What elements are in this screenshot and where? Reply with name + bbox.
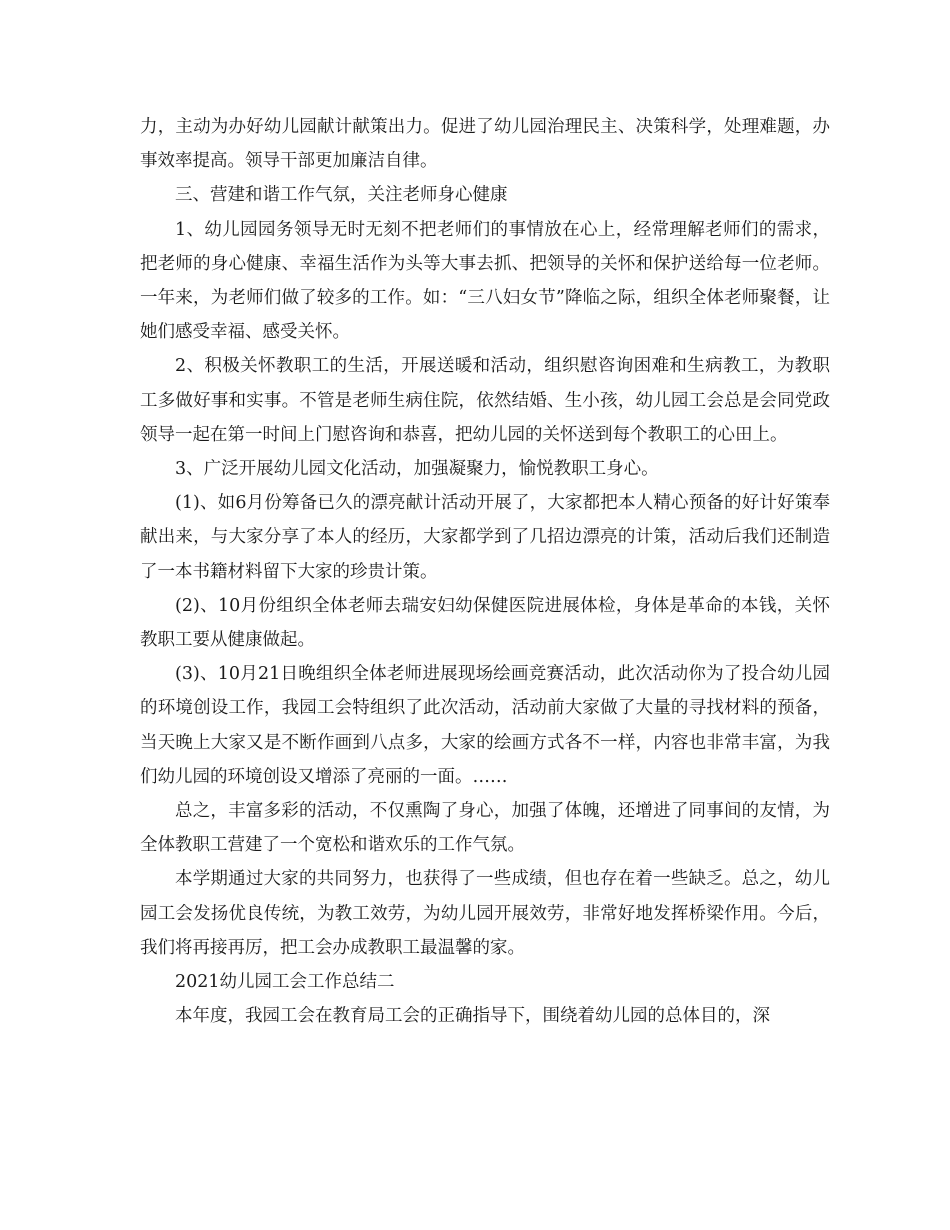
paragraph-continuation: 力，主动为办好幼儿园献计献策出力。促进了幼儿园治理民主、决策科学，处理难题，办事效率提高。领导干部更加廉洁自律。	[140, 117, 830, 172]
paragraph-item-2: 2、积极关怀教职工的生活，开展送暖和活动，组织慰咨询困难和生病教工，为教职工多做好事和实事。不管是老师生病住院，依然结婚、生小孩，幼儿园工会总是会同党政领导一起在第一时间上门慰咨询和恭喜，把幼儿园的关怀送到每个教职工的心田上。	[140, 356, 830, 445]
paragraph-subitem-2: (2)、10月份组织全体老师去瑞安妇幼保健医院进展体检，身体是革命的本钱，关怀教职工要从健康做起。	[140, 595, 830, 651]
paragraph-conclusion: 本学期通过大家的共同努力，也获得了一些成绩，但也存在着一些缺乏。总之，幼儿园工会发扬优良传统，为教工效劳，为幼儿园开展效劳，非常好地发挥桥梁作用。今后，我们将再接再厉，把工会办成教职工最温馨的家。	[140, 869, 830, 958]
section-heading-3: 三、营建和谐工作气氛，关注老师身心健康	[175, 185, 508, 206]
section-title-2: 2021幼儿园工会工作总结二	[175, 972, 395, 993]
paragraph-subitem-3: (3)、10月21日晚组织全体老师进展现场绘画竞赛活动，此次活动你为了投合幼儿园的环境创设工作，我园工会特组织了此次活动，活动前大家做了大量的寻找材料的预备，当天晚上大家又是不断作画到八点多，大家的绘画方式各不一样，内容也非常丰富，为我们幼儿园的环境创设又增添了亮丽的一面。……	[140, 664, 830, 787]
paragraph-summary: 总之，丰富多彩的活动，不仅熏陶了身心，加强了体魄，还增进了同事间的友情，为全体教职工营建了一个宽松和谐欢乐的工作气氛。	[140, 801, 830, 856]
paragraph-subitem-1: (1)、如6月份筹备已久的漂亮献计活动开展了，大家都把本人精心预备的好计好策奉献出来，与大家分享了本人的经历，大家都学到了几招边漂亮的计策，活动后我们还制造了一本书籍材料留下大家的珍贵计策。	[140, 493, 830, 582]
document-body	[140, 110, 830, 1033]
paragraph-intro: 本年度，我园工会在教育局工会的正确指导下，围绕着幼儿园的总体目的，深	[175, 1006, 770, 1027]
paragraph-item-1: 1、幼儿园园务领导无时无刻不把老师们的事情放在心上，经常理解老师们的需求，把老师的身心健康、幸福生活作为头等大事去抓、把领导的关怀和保护送给每一位老师。一年来，为老师们做了较多的工作。如：“三八妇女节”降临之际，组织全体老师聚餐，让她们感受幸福、感受关怀。	[140, 219, 830, 343]
paragraph-item-3: 3、广泛开展幼儿园文化活动，加强凝聚力，愉悦教职工身心。	[175, 459, 659, 480]
